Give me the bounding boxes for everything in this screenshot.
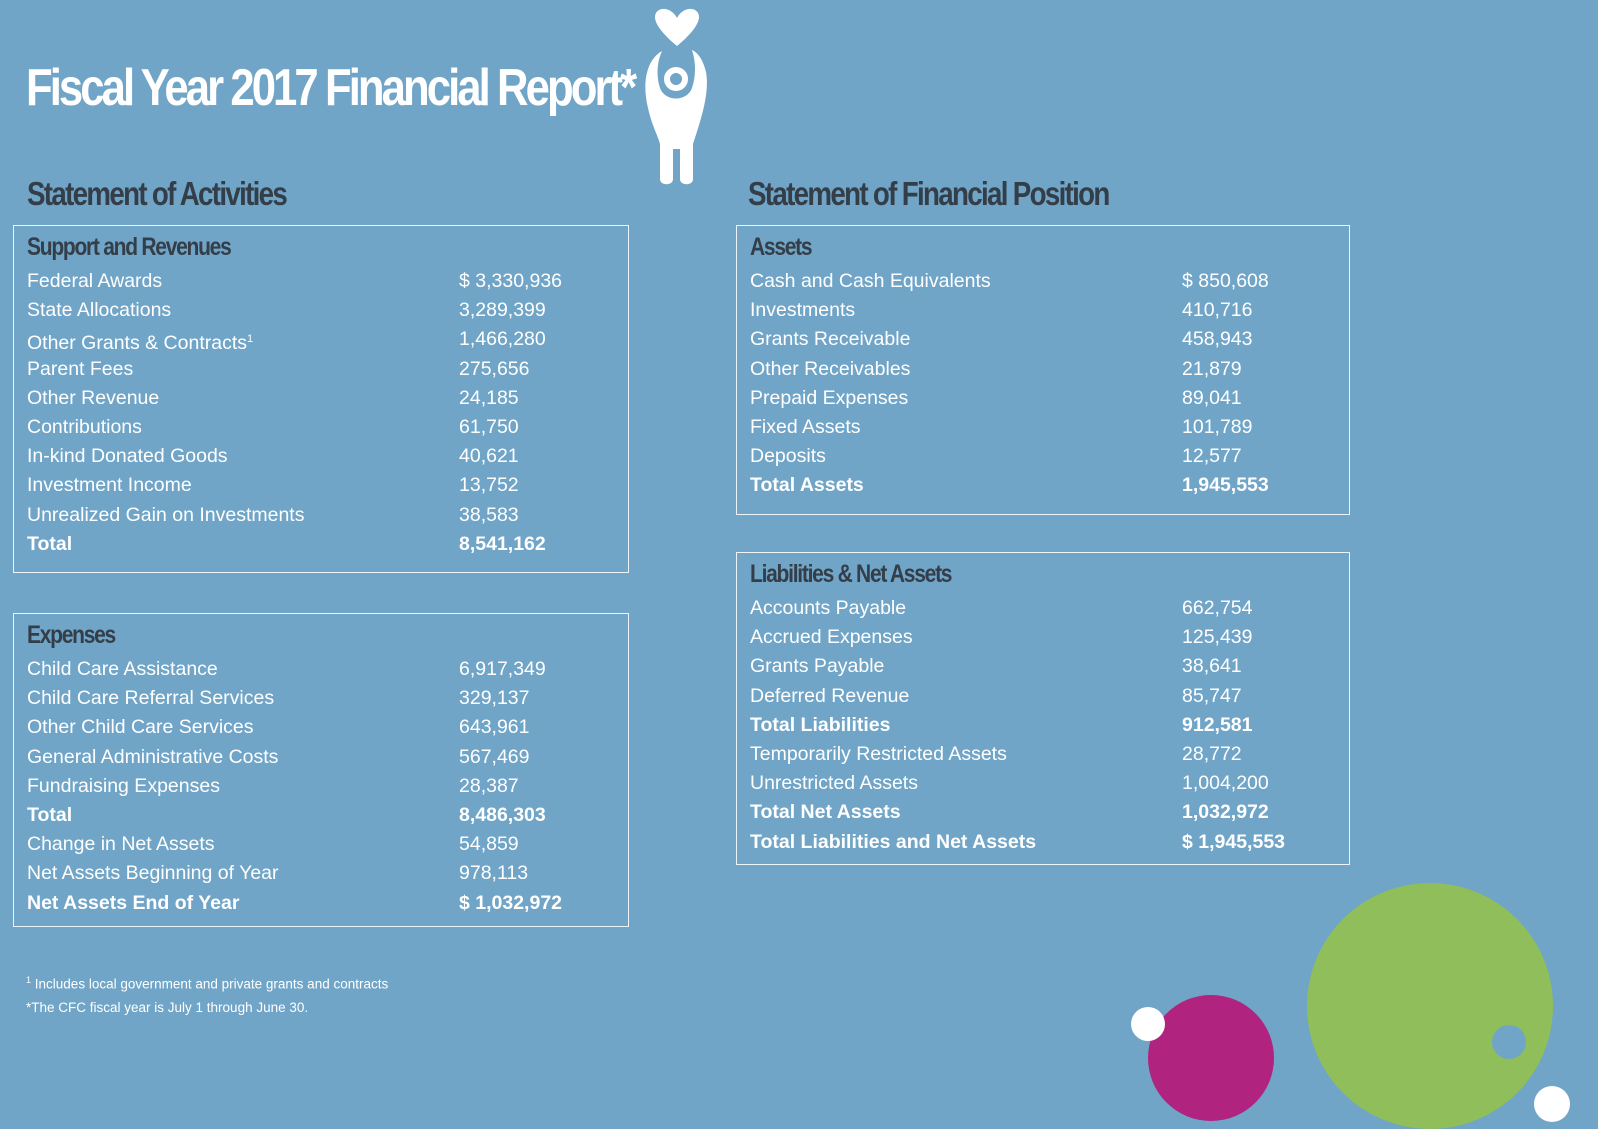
row-label-text: Prepaid Expenses [750, 386, 909, 409]
row-label-text: Other Receivables [750, 357, 911, 380]
row-value: 13,752 [459, 474, 519, 497]
row-value: 28,387 [459, 774, 519, 797]
row-label-text: Cash and Cash Equivalents [750, 270, 991, 292]
row-value: 12,577 [1182, 445, 1242, 468]
parent-child-heart-logo-icon [640, 4, 714, 186]
row-value: 1,004,200 [1182, 772, 1269, 795]
row-label-text: General Administrative Costs [27, 745, 279, 768]
row-value: 275,656 [459, 357, 530, 380]
row-label-text: Temporarily Restricted Assets [750, 742, 1007, 765]
table-row [750, 325, 1349, 354]
white-dot-decoration-large [1534, 1086, 1570, 1122]
row-label-text: Total [27, 532, 73, 555]
assets-title: Assets [750, 233, 812, 261]
row-value: $ 1,032,972 [459, 891, 563, 914]
row-value: 61,750 [459, 415, 519, 438]
row-label-text: Total Assets [750, 474, 864, 497]
table-row [27, 743, 628, 772]
row-value: $ 850,608 [1182, 270, 1269, 292]
row-label-text: Net Assets End of Year [27, 891, 240, 914]
row-value: 6,917,349 [459, 658, 546, 680]
row-label [750, 594, 906, 623]
row-value: 912,581 [1182, 713, 1253, 736]
expenses-box [13, 613, 629, 927]
row-value: 643,961 [459, 716, 530, 739]
row-label-text: In-kind Donated Goods [27, 445, 228, 468]
blue-dot-decoration [1492, 1025, 1526, 1059]
row-label-text: Investment Income [27, 474, 192, 497]
row-value: 458,943 [1182, 328, 1253, 351]
total-row [27, 889, 628, 918]
row-value: 3,289,399 [459, 299, 546, 322]
total-row [750, 828, 1349, 857]
row-label [750, 769, 918, 798]
row-label [750, 828, 1036, 857]
row-label-text: Grants Payable [750, 655, 885, 678]
row-value: 28,772 [1182, 742, 1242, 765]
row-label-text: Total Liabilities [750, 713, 891, 736]
table-row [750, 769, 1349, 798]
table-row [27, 355, 628, 384]
row-label [750, 682, 909, 711]
table-row [750, 740, 1349, 769]
row-value: 85,747 [1182, 684, 1242, 707]
total-row [750, 711, 1349, 740]
table-row [27, 384, 628, 413]
row-label-text: Deposits [750, 445, 826, 468]
row-label-text: Accrued Expenses [750, 626, 913, 649]
row-value: 567,469 [459, 745, 530, 768]
table-row [27, 471, 628, 500]
table-row [750, 355, 1349, 384]
table-row [27, 772, 628, 801]
assets-box [736, 225, 1350, 515]
row-label [27, 772, 220, 801]
footnote-grants-text: Includes local government and private grants and contracts [34, 976, 389, 992]
row-value: 101,789 [1182, 415, 1253, 438]
row-label [750, 740, 1007, 769]
row-label [27, 501, 304, 530]
table-row [750, 384, 1349, 413]
row-label-text: Deferred Revenue [750, 684, 910, 707]
table-row [750, 296, 1349, 325]
row-label-text: State Allocations [27, 299, 172, 322]
row-label [750, 267, 991, 296]
table-row [750, 682, 1349, 711]
row-label [27, 267, 162, 296]
row-label-text: Fundraising Expenses [27, 774, 220, 797]
row-label-text: Total Net Assets [750, 801, 901, 824]
page-title: Fiscal Year 2017 Financial Report* [26, 59, 635, 117]
magenta-circle-decoration [1148, 995, 1274, 1121]
white-dot-decoration-small [1131, 1007, 1165, 1041]
table-row [27, 413, 628, 442]
table-row [27, 713, 628, 742]
row-label-text: Other Child Care Services [27, 716, 254, 739]
row-label [27, 296, 171, 325]
total-row [750, 798, 1349, 827]
row-value: 1,466,280 [459, 328, 546, 351]
row-label [750, 413, 861, 442]
footnote-grants-marker: 1 [26, 975, 32, 985]
row-value: $ 1,945,553 [1182, 830, 1286, 853]
row-label [750, 384, 908, 413]
table-row [750, 594, 1349, 623]
row-label [750, 471, 864, 500]
row-value: 410,716 [1182, 299, 1253, 322]
assets-rows [750, 267, 1349, 501]
row-label [27, 413, 142, 442]
row-value: 40,621 [459, 445, 519, 468]
row-label [750, 296, 855, 325]
row-label [750, 711, 891, 740]
row-label [27, 830, 215, 859]
support-revenues-box [13, 225, 629, 573]
table-row [750, 267, 1349, 296]
row-label [27, 384, 159, 413]
row-value: 38,641 [1182, 655, 1242, 678]
support-revenues-rows [27, 267, 628, 559]
row-value: 662,754 [1182, 597, 1253, 619]
total-row [27, 801, 628, 830]
row-label-text: Child Care Assistance [27, 658, 218, 680]
total-row [27, 530, 628, 559]
row-label-text: Child Care Referral Services [27, 687, 275, 710]
row-label-text: Total Liabilities and Net Assets [750, 830, 1037, 853]
liabilities-rows [750, 594, 1349, 857]
row-label-text: Fixed Assets [750, 415, 861, 438]
row-label [27, 530, 72, 559]
row-value: $ 3,330,936 [459, 270, 563, 292]
table-row [27, 501, 628, 530]
row-value: 1,945,553 [1182, 474, 1269, 497]
table-row [27, 267, 628, 296]
liabilities-net-assets-box [736, 552, 1350, 865]
row-label [27, 655, 218, 684]
row-label [27, 801, 72, 830]
row-label [27, 684, 274, 713]
row-label-text: Total [27, 803, 73, 826]
expenses-rows [27, 655, 628, 918]
footnote-fiscal-year: *The CFC fiscal year is July 1 through June 30. [26, 1000, 309, 1015]
row-value: 1,032,972 [1182, 801, 1269, 824]
row-value: 89,041 [1182, 386, 1242, 409]
row-label [750, 623, 913, 652]
row-label-text: Investments [750, 299, 856, 322]
table-row [750, 652, 1349, 681]
row-label-text: Other Grants & Contracts [27, 332, 247, 355]
row-label [750, 325, 910, 354]
row-label [27, 889, 239, 918]
expenses-title: Expenses [27, 621, 115, 649]
row-value: 329,137 [459, 687, 530, 710]
row-value: 125,439 [1182, 626, 1253, 649]
table-row [27, 830, 628, 859]
row-label [750, 442, 826, 471]
table-row [27, 325, 628, 354]
row-value: 24,185 [459, 386, 519, 409]
support-revenues-title: Support and Revenues [27, 233, 231, 261]
table-row [27, 655, 628, 684]
green-circle-decoration [1307, 883, 1553, 1129]
row-label-text: Accounts Payable [750, 597, 907, 619]
row-label-text: Other Revenue [27, 386, 160, 409]
row-label [27, 859, 279, 888]
row-label-text: Federal Awards [27, 270, 163, 292]
row-value: 21,879 [1182, 357, 1242, 380]
row-label [27, 355, 133, 384]
row-label-text: Unrealized Gain on Investments [27, 503, 305, 526]
table-row [750, 442, 1349, 471]
row-label [750, 652, 884, 681]
table-row [27, 684, 628, 713]
row-label [750, 355, 910, 384]
footnote-marker: 1 [247, 333, 254, 346]
row-label [27, 471, 192, 500]
row-value: 978,113 [459, 862, 529, 885]
row-label [27, 743, 278, 772]
activities-heading: Statement of Activities [27, 175, 287, 212]
row-label-text: Contributions [27, 415, 142, 438]
row-label-text: Parent Fees [27, 357, 134, 380]
row-label-text: Change in Net Assets [27, 833, 215, 856]
row-label [27, 713, 254, 742]
row-label-text: Unrestricted Assets [750, 772, 918, 795]
table-row [750, 413, 1349, 442]
row-label-text: Net Assets Beginning of Year [27, 862, 279, 885]
financial-position-heading: Statement of Financial Position [748, 175, 1109, 212]
total-row [750, 471, 1349, 500]
row-value: 8,541,162 [459, 532, 546, 555]
footnote-grants [26, 975, 388, 992]
table-row [27, 296, 628, 325]
row-value: 8,486,303 [459, 803, 546, 826]
row-label [750, 798, 901, 827]
table-row [750, 623, 1349, 652]
row-value: 54,859 [459, 833, 519, 856]
table-row [27, 859, 628, 888]
liabilities-net-assets-title: Liabilities & Net Assets [750, 560, 952, 588]
row-value: 38,583 [459, 503, 519, 526]
table-row [27, 442, 628, 471]
row-label-text: Grants Receivable [750, 328, 911, 351]
row-label [27, 442, 228, 471]
